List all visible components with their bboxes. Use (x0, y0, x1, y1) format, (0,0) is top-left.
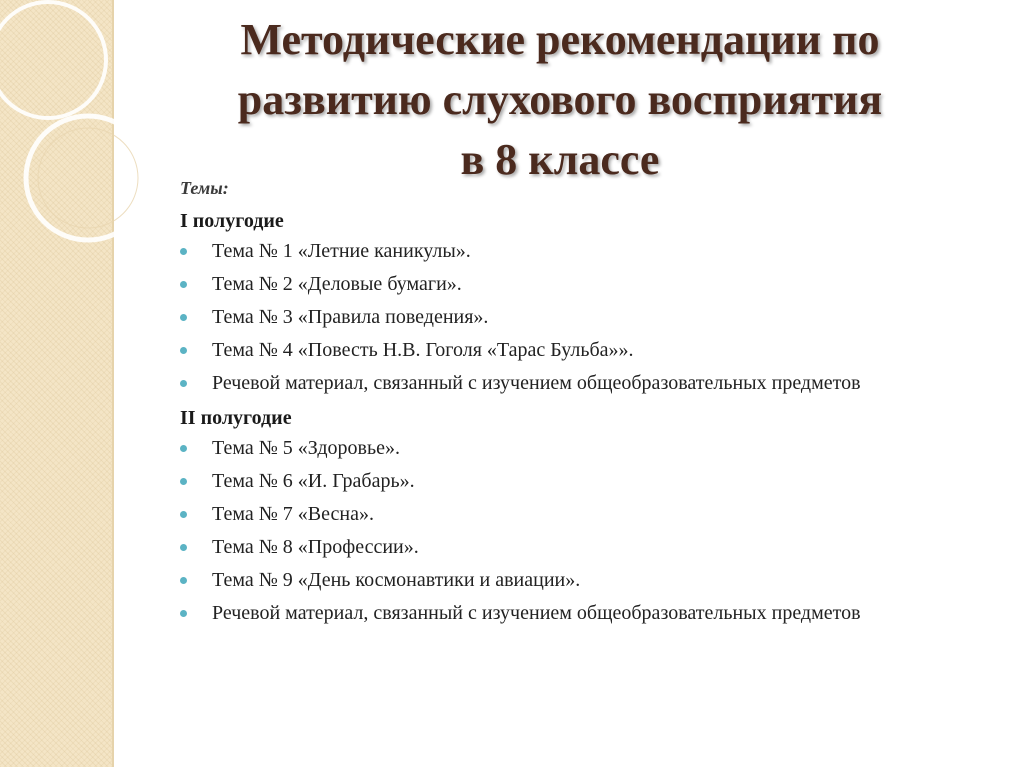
title-line-1: Методические рекомендации по (240, 15, 880, 64)
list-item-text: Тема № 3 «Правила поведения». (212, 306, 489, 328)
list-item (180, 339, 980, 361)
list-item (180, 602, 980, 624)
list-item (180, 273, 980, 295)
decorative-circles (0, 0, 140, 280)
list-item (180, 372, 980, 394)
list-item (180, 470, 980, 492)
list-item-text: Тема № 8 «Профессии». (212, 536, 419, 558)
topics-label: Темы: (180, 178, 229, 198)
title-line-2: развитию слухового восприятия (237, 75, 883, 124)
bullet-icon (180, 610, 187, 617)
list-item-text: Тема № 9 «День космонавтики и авиации». (212, 569, 581, 591)
decorative-circle-large (0, 2, 106, 118)
bullet-icon (180, 577, 187, 584)
list-item (180, 437, 980, 459)
bullet-icon (180, 314, 187, 321)
bullet-icon (180, 347, 187, 354)
list-item-text: Тема № 5 «Здоровье». (212, 437, 400, 459)
list-item (180, 503, 980, 525)
slide-content (180, 176, 980, 635)
list-item-text: Тема № 7 «Весна». (212, 503, 374, 525)
list-item (180, 306, 980, 328)
semester-heading-2: II полугодие (180, 407, 292, 429)
semester-heading-1: I полугодие (180, 210, 284, 232)
bullet-icon (180, 445, 187, 452)
bullet-icon (180, 281, 187, 288)
list-item (180, 569, 980, 591)
bullet-icon (180, 544, 187, 551)
bullet-icon (180, 248, 187, 255)
list-item-text: Тема № 1 «Летние каникулы». (212, 240, 471, 262)
list-item-text: Тема № 4 «Повесть Н.В. Гоголя «Тарас Бульба»». (212, 339, 634, 361)
list-item-text: Речевой материал, связанный с изучением общеобразовательных предметов (212, 372, 861, 394)
list-item-text: Тема № 6 «И. Грабарь». (212, 470, 415, 492)
list-item-text: Речевой материал, связанный с изучением общеобразовательных предметов (212, 602, 861, 624)
title-line-3: в 8 классе (460, 135, 660, 184)
list-item-text: Тема № 2 «Деловые бумаги». (212, 273, 462, 295)
bullet-icon (180, 478, 187, 485)
decorative-circle-inner (38, 128, 138, 228)
list-item (180, 536, 980, 558)
slide-title (150, 10, 970, 190)
bullet-icon (180, 511, 187, 518)
list-item (180, 240, 980, 262)
decorative-circle-small (26, 116, 140, 240)
bullet-icon (180, 380, 187, 387)
topic-list-semester-2 (180, 437, 980, 624)
topic-list-semester-1 (180, 240, 980, 394)
